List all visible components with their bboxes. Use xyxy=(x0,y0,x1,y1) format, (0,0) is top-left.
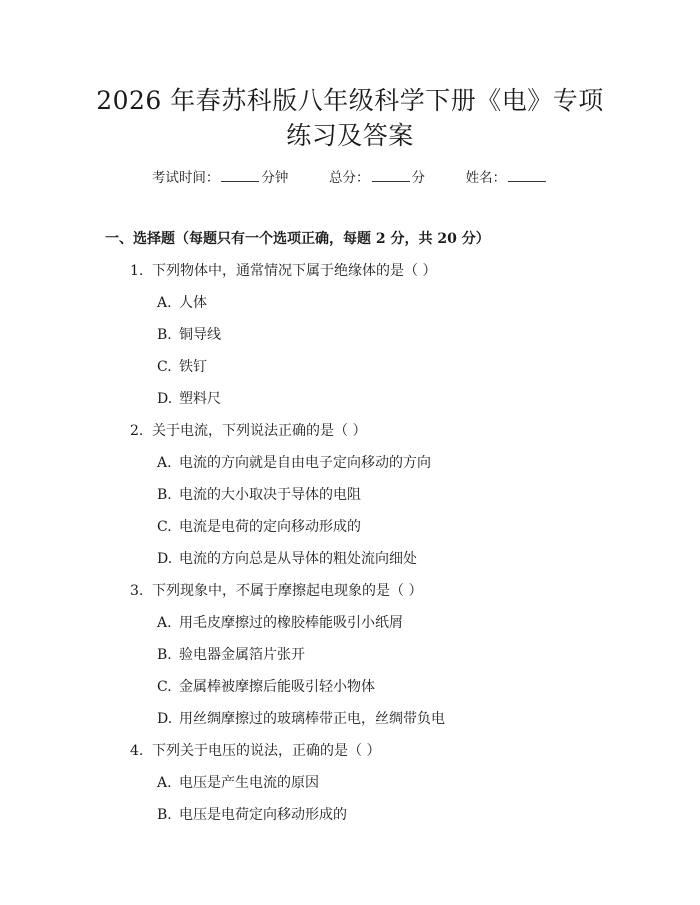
option-letter: D. xyxy=(157,711,173,727)
q3-option-d xyxy=(157,708,445,728)
title-line-1: 2026 年春苏科版八年级科学下册《电》专项 xyxy=(96,86,604,115)
q3-option-c xyxy=(157,676,375,696)
time-blank xyxy=(221,169,259,182)
q1-option-c xyxy=(157,356,207,376)
score-label: 总分： xyxy=(329,170,370,186)
name-blank xyxy=(508,169,546,182)
q3-option-a xyxy=(157,612,403,632)
q4-option-b xyxy=(157,804,347,824)
q2-option-d xyxy=(157,548,417,568)
option-text: 铜导线 xyxy=(179,327,221,343)
q1-option-a xyxy=(157,292,207,312)
option-letter: C. xyxy=(157,519,172,535)
question-1 xyxy=(130,260,436,280)
question-text: 下列物体中，通常情况下属于绝缘体的是（ ） xyxy=(152,263,437,279)
option-text: 验电器金属箔片张开 xyxy=(179,647,305,663)
question-number: 2. xyxy=(130,423,144,439)
option-letter: B. xyxy=(157,327,172,343)
q2-option-c xyxy=(157,516,361,536)
option-text: 电流的大小取决于导体的电阻 xyxy=(179,487,361,503)
option-letter: A. xyxy=(157,295,172,311)
option-letter: D. xyxy=(157,551,173,567)
section-heading: 一、选择题（每题只有一个选项正确，每题 2 分，共 20 分） xyxy=(105,231,490,247)
option-letter: A. xyxy=(157,615,172,631)
score-blank xyxy=(372,169,410,182)
q3-option-b xyxy=(157,644,305,664)
option-letter: C. xyxy=(157,359,172,375)
option-letter: B. xyxy=(157,647,172,663)
q4-option-a xyxy=(157,772,319,792)
option-text: 用毛皮摩擦过的橡胶棒能吸引小纸屑 xyxy=(179,615,403,631)
q1-option-d xyxy=(157,388,221,408)
question-text: 下列关于电压的说法，正确的是（ ） xyxy=(152,743,381,759)
question-4 xyxy=(130,740,380,760)
option-text: 电压是电荷定向移动形成的 xyxy=(179,807,347,823)
q2-option-b xyxy=(157,484,361,504)
option-letter: A. xyxy=(157,775,172,791)
question-number: 1. xyxy=(130,263,144,279)
title-line-2: 练习及答案 xyxy=(286,121,414,150)
option-text: 电压是产生电流的原因 xyxy=(179,775,319,791)
question-2 xyxy=(130,420,366,440)
name-label: 姓名： xyxy=(465,170,507,186)
time-label: 考试时间： xyxy=(151,170,220,186)
option-text: 金属棒被摩擦后能吸引轻小物体 xyxy=(179,679,375,695)
option-letter: B. xyxy=(157,487,172,503)
option-letter: C. xyxy=(157,679,172,695)
question-number: 4. xyxy=(130,743,144,759)
question-text: 关于电流，下列说法正确的是（ ） xyxy=(152,423,367,439)
option-letter: D. xyxy=(157,391,173,407)
question-text: 下列现象中，不属于摩擦起电现象的是（ ） xyxy=(152,583,423,599)
option-text: 铁钉 xyxy=(179,359,207,375)
option-letter: A. xyxy=(157,455,172,471)
q1-option-b xyxy=(157,324,221,344)
option-text: 电流的方向就是自由电子定向移动的方向 xyxy=(179,455,431,471)
option-text: 用丝绸摩擦过的玻璃棒带正电，丝绸带负电 xyxy=(179,711,445,727)
question-3 xyxy=(130,580,422,600)
option-text: 电流的方向总是从导体的粗处流向细处 xyxy=(179,551,417,567)
option-text: 人体 xyxy=(179,295,207,311)
q2-option-a xyxy=(157,452,431,472)
question-number: 3. xyxy=(130,583,144,599)
option-letter: B. xyxy=(157,807,172,823)
option-text: 塑料尺 xyxy=(179,391,221,407)
time-unit: 分钟 xyxy=(261,170,289,186)
score-unit: 分 xyxy=(411,170,425,186)
option-text: 电流是电荷的定向移动形成的 xyxy=(179,519,361,535)
exam-info-row xyxy=(0,166,700,186)
